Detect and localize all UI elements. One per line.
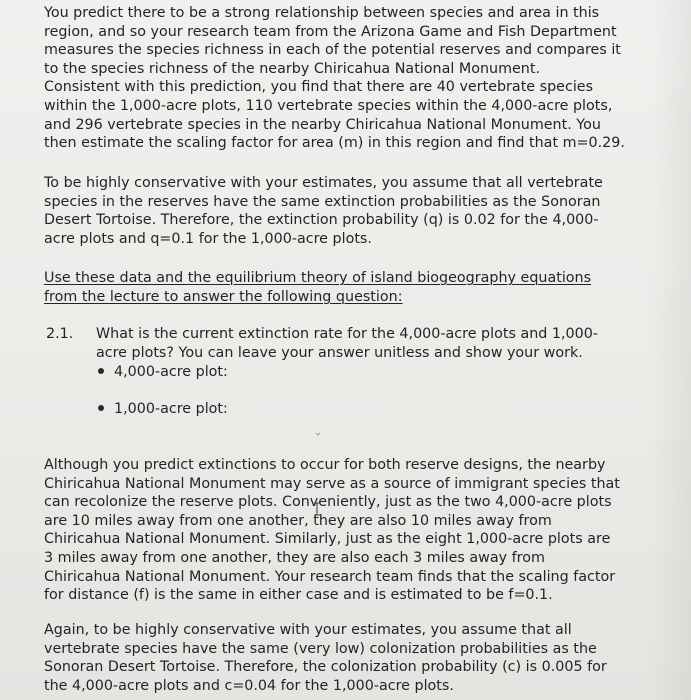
text-line: Desert Tortoise. Therefore, the extinction probability (q) is 0.02 for the 4,000- (44, 212, 599, 229)
text-line: region, and so your research team from the Arizona Game and Fish Department (44, 23, 617, 40)
stray-mark-icon (315, 430, 321, 436)
text-line: acre plots? You can leave your answer unitless and show your work. (96, 344, 583, 361)
text-line: measures the species richness in each of the potential reserves and compares it (44, 42, 621, 59)
answer-item-4000-acre (96, 363, 228, 382)
text-line: can recolonize the reserve plots. Conveniently, just as the two 4,000-acre plots (44, 494, 612, 511)
text-line: vertebrate species have the same (very low) colonization probabilities as the (44, 640, 597, 657)
text-line: then estimate the scaling factor for area (m) in this region and find that m=0.29. (44, 135, 625, 152)
paragraph-immigration (44, 456, 664, 605)
paragraph-extinction-probability (44, 174, 664, 248)
text-line: from the lecture to answer the following question: (44, 288, 403, 305)
text-line: to the species richness of the nearby Chiricahua National Monument. (44, 60, 540, 77)
text-line: and 296 vertebrate species in the nearby Chiricahua National Monument. You (44, 116, 601, 133)
bullet-icon (98, 405, 104, 411)
bullet-label: 1,000-acre plot: (114, 401, 228, 417)
text-line: 3 miles away from one another, they are also each 3 miles away from (44, 549, 545, 566)
text-line: the 4,000-acre plots and c=0.04 for the 1,000-acre plots. (44, 677, 454, 694)
instruction-underlined (44, 269, 664, 306)
text-line: for distance (f) is the same in either case and is estimated to be f=0.1. (44, 587, 553, 604)
text-line: Use these data and the equilibrium theory of island biogeography equations (44, 270, 592, 286)
paragraph-colonization-probability (44, 621, 664, 695)
text-line: Sonoran Desert Tortoise. Therefore, the colonization probability (c) is 0.005 for (44, 659, 607, 676)
text-line: Chiricahua National Monument may serve as a source of immigrant species that (44, 475, 620, 492)
text-line: within the 1,000-acre plots, 110 vertebrate species within the 4,000-acre plots, (44, 97, 613, 114)
bullet-icon (98, 368, 104, 374)
question-text (96, 325, 656, 362)
bullet-label: 4,000-acre plot: (114, 364, 228, 380)
text-line: You predict there to be a strong relationship between species and area in this (44, 5, 600, 21)
text-line: What is the current extinction rate for the 4,000-acre plots and 1,000- (96, 326, 598, 342)
text-line: Chiricahua National Monument. Your research team finds that the scaling factor (44, 568, 616, 585)
text-line: acre plots and q=0.1 for the 1,000-acre plots. (44, 230, 372, 247)
answer-item-1000-acre (96, 400, 228, 419)
text-line: are 10 miles away from one another, they are also 10 miles away from (44, 512, 552, 529)
text-line: Again, to be highly conservative with your estimates, you assume that all (44, 622, 572, 638)
text-line: species in the reserves have the same extinction probabilities as the Sonoran (44, 193, 601, 210)
question-number: 2.1. (46, 326, 74, 342)
text-line: Although you predict extinctions to occur for both reserve designs, the nearby (44, 457, 606, 473)
text-line: To be highly conservative with your estimates, you assume that all vertebrate (44, 175, 603, 191)
text-line: Chiricahua National Monument. Similarly, just as the eight 1,000-acre plots are (44, 531, 611, 548)
text-line: Consistent with this prediction, you find that there are 40 vertebrate species (44, 79, 594, 96)
paragraph-species-area (44, 4, 664, 153)
